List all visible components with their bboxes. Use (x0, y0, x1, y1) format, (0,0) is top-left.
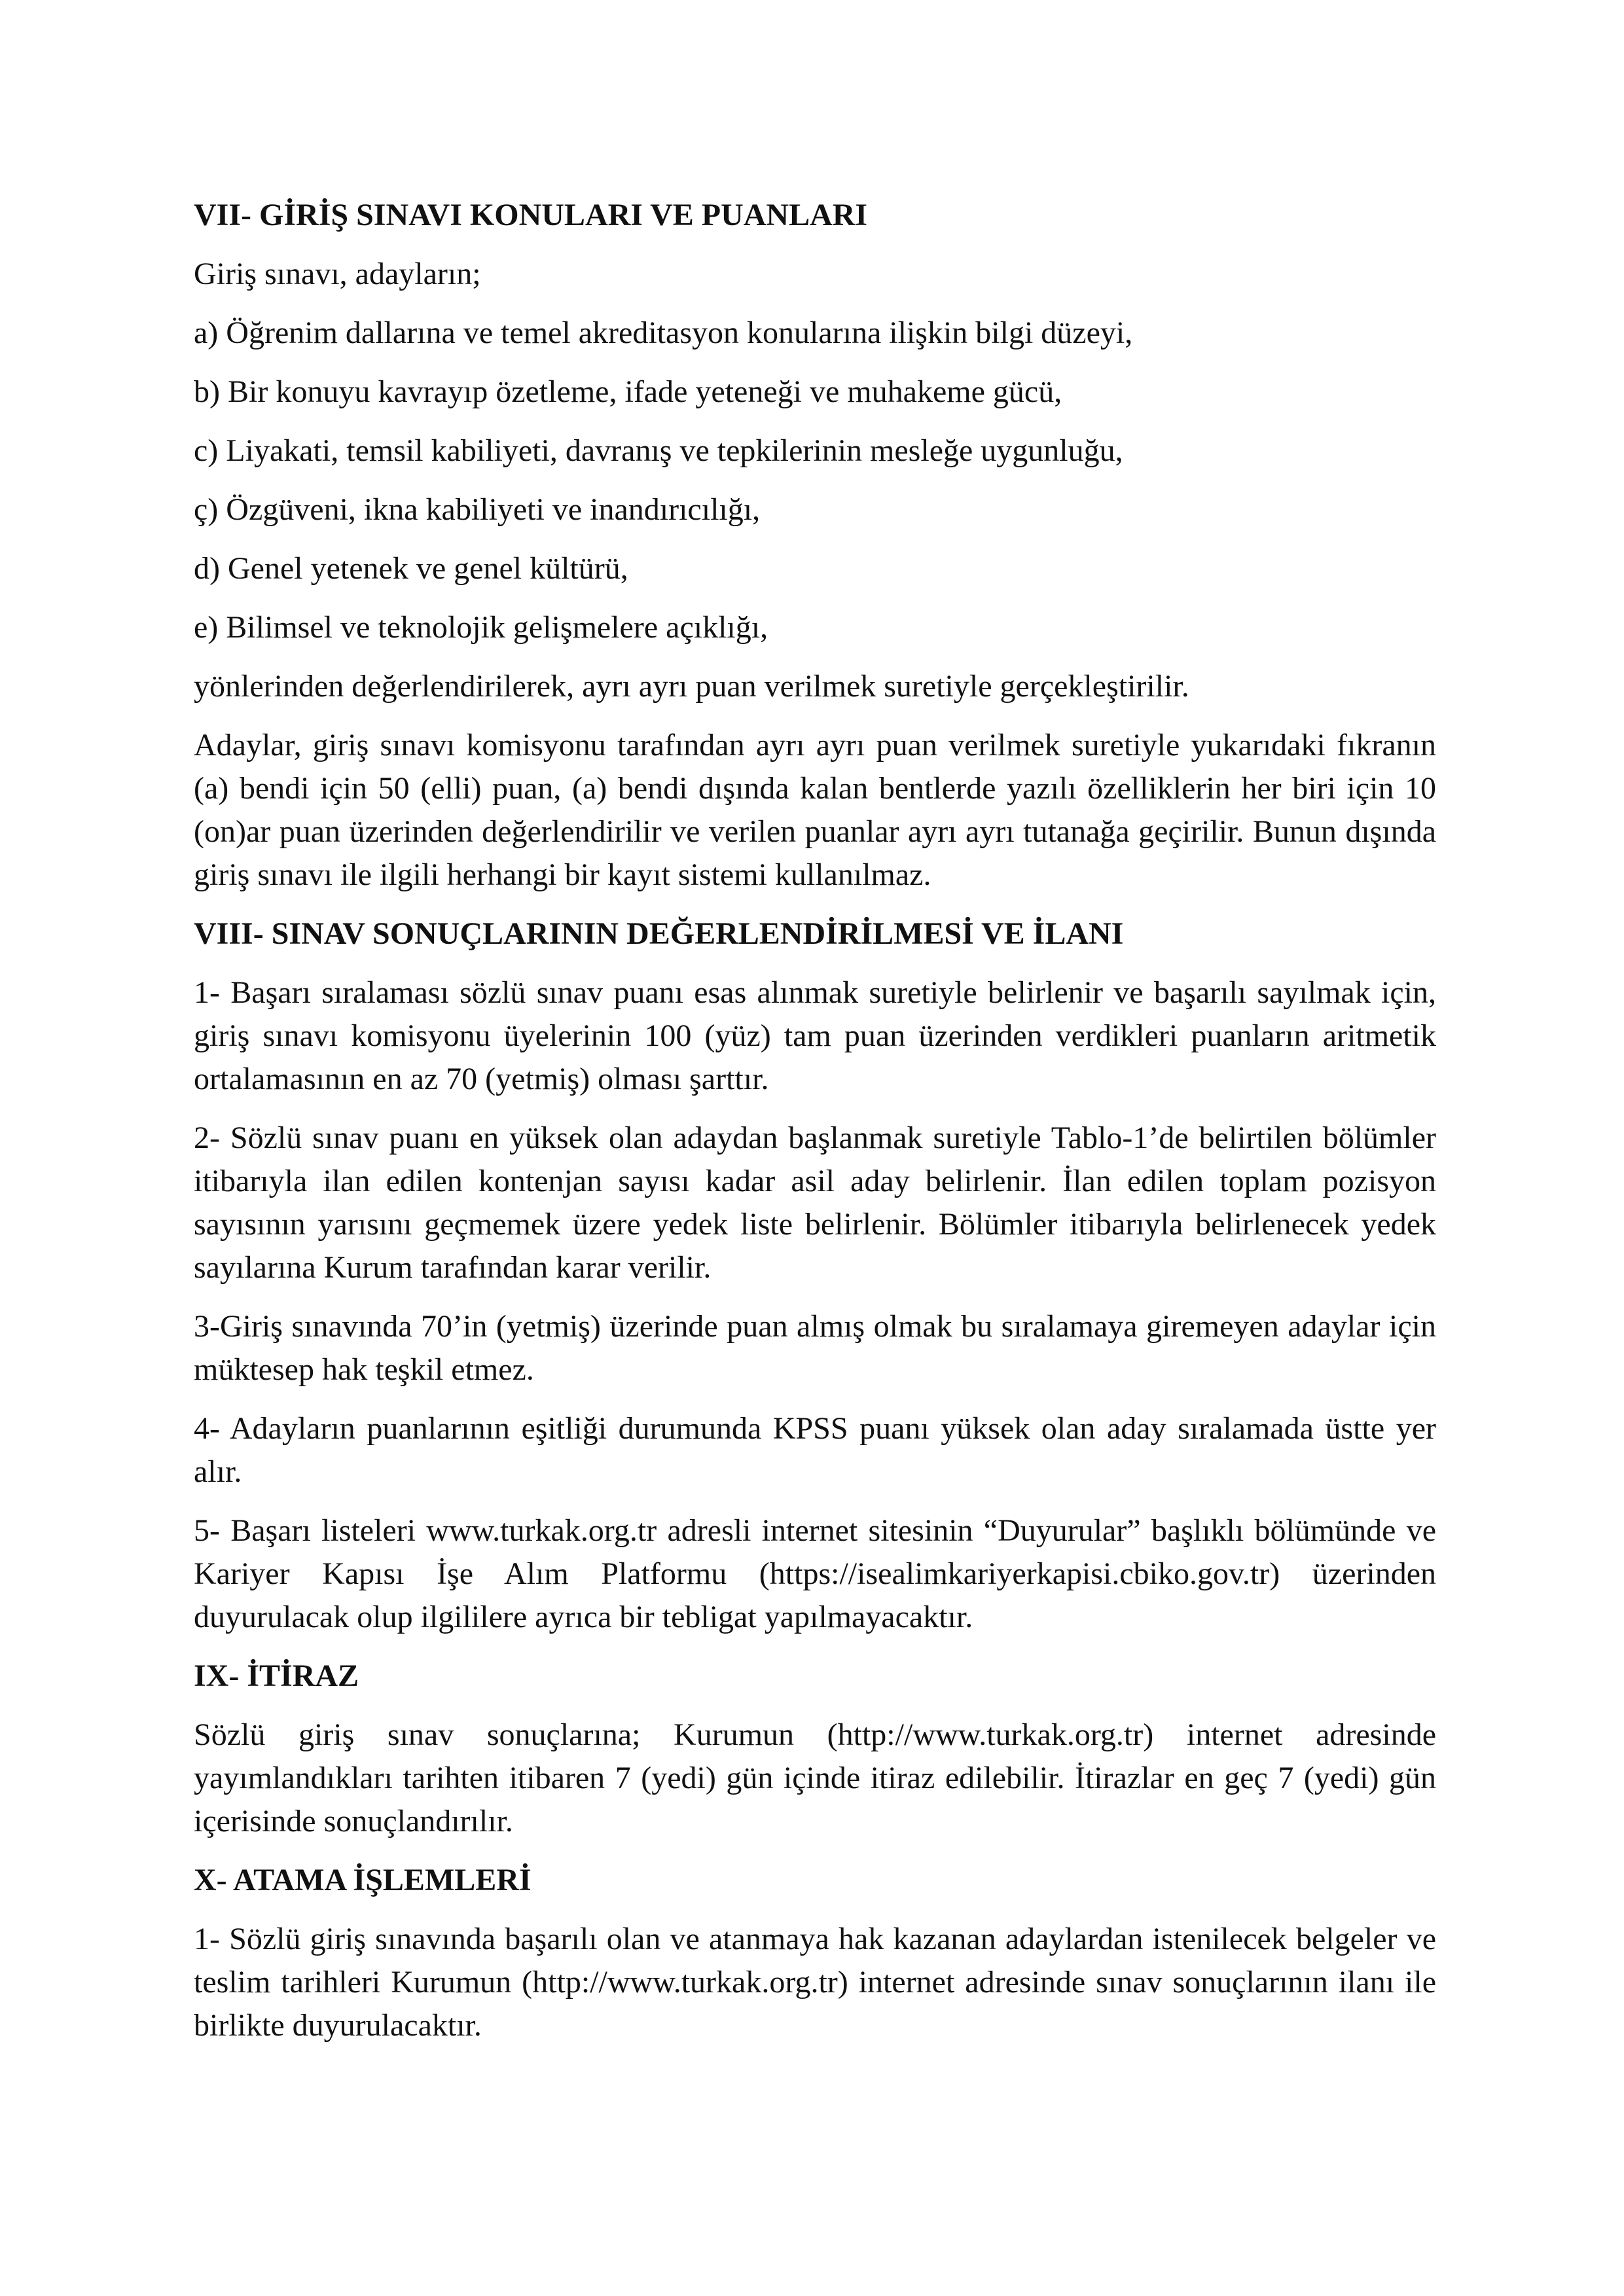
list-item: ç) Özgüveni, ikna kabiliyeti ve inandırıcılığı, (194, 492, 761, 527)
section-vii (194, 194, 1436, 897)
paragraph: Adaylar, giriş sınavı komisyonu tarafından ayrı ayrı puan verilmek suretiyle yukarıdaki fıkranın (a) bendi için 50 (elli) puan, (a) bendi dışında kalan bentlerde yazılı özelliklerin her biri için 10 (on)ar puan üzerinden değerlendirilir ve verilen puanlar ayrı ayrı tutanağa geçirilir. Bunun dışında giriş sınavı ile ilgili herhangi bir kayıt sistemi kullanılmaz. (194, 728, 1436, 892)
section-heading: VIII- SINAV SONUÇLARININ DEĞERLENDİRİLMESİ VE İLANI (194, 916, 1124, 951)
paragraph: 3-Giriş sınavında 70’in (yetmiş) üzerinde puan almış olmak bu sıralamaya giremeyen adaylar için müktesep hak teşkil etmez. (194, 1309, 1436, 1387)
section-ix (194, 1655, 1436, 1843)
paragraph: Sözlü giriş sınav sonuçlarına; Kurumun (http://www.turkak.org.tr) internet adresinde yayımlandıkları tarihten itibaren 7 (yedi) gün içinde itiraz edilebilir. İtirazlar en geç 7 (yedi) gün içerisinde sonuçlandırılır. (194, 1717, 1436, 1839)
paragraph: 4- Adayların puanlarının eşitliği durumunda KPSS puanı yüksek olan aday sıralamada üstte yer alır. (194, 1411, 1436, 1489)
section-closing-line: yönlerinden değerlendirilerek, ayrı ayrı puan verilmek suretiyle gerçekleştirilir. (194, 669, 1189, 704)
section-intro: Giriş sınavı, adayların; (194, 257, 481, 291)
paragraph: 1- Başarı sıralaması sözlü sınav puanı esas alınmak suretiyle belirlenir ve başarılı sayılmak için, giriş sınavı komisyonu üyelerinin 100 (yüz) tam puan üzerinden verdikleri puanların aritmetik ortalamasının en az 70 (yetmiş) olması şarttır. (194, 975, 1436, 1096)
document-body (194, 194, 1436, 2063)
section-heading: X- ATAMA İŞLEMLERİ (194, 1863, 532, 1897)
list-item: a) Öğrenim dallarına ve temel akreditasyon konularına ilişkin bilgi düzeyi, (194, 315, 1133, 350)
section-viii (194, 912, 1436, 1639)
section-heading: VII- GİRİŞ SINAVI KONULARI VE PUANLARI (194, 198, 868, 232)
paragraph: 2- Sözlü sınav puanı en yüksek olan adaydan başlanmak suretiyle Tablo-1’de belirtilen bölümler itibarıyla ilan edilen kontenjan sayısı kadar asil aday belirlenir. İlan edilen toplam pozisyon sayısının yarısını geçmemek üzere yedek liste belirlenir. Bölümler itibarıyla belirlenecek yedek sayılarına Kurum tarafından karar verilir. (194, 1121, 1436, 1285)
list-item: d) Genel yetenek ve genel kültürü, (194, 551, 628, 586)
section-heading: IX- İTİRAZ (194, 1659, 359, 1693)
section-x (194, 1859, 1436, 2047)
paragraph: 1- Sözlü giriş sınavında başarılı olan ve atanmaya hak kazanan adaylardan istenilecek belgeler ve teslim tarihleri Kurumun (http://www.turkak.org.tr) internet adresinde sınav sonuçlarının ilanı ile birlikte duyurulacaktır. (194, 1922, 1436, 2043)
paragraph: 5- Başarı listeleri www.turkak.org.tr adresli internet sitesinin “Duyurular” başlıklı bölümünde ve Kariyer Kapısı İşe Alım Platformu (https://isealimkariyerkapisi.cbiko.gov.tr) üzerinden duyurulacak olup ilgililere ayrıca bir tebligat yapılmayacaktır. (194, 1513, 1436, 1634)
list-item: e) Bilimsel ve teknolojik gelişmelere açıklığı, (194, 610, 768, 645)
list-item: c) Liyakati, temsil kabiliyeti, davranış ve tepkilerinin mesleğe uygunluğu, (194, 433, 1123, 468)
list-item: b) Bir konuyu kavrayıp özetleme, ifade yeteneği ve muhakeme gücü, (194, 374, 1062, 409)
